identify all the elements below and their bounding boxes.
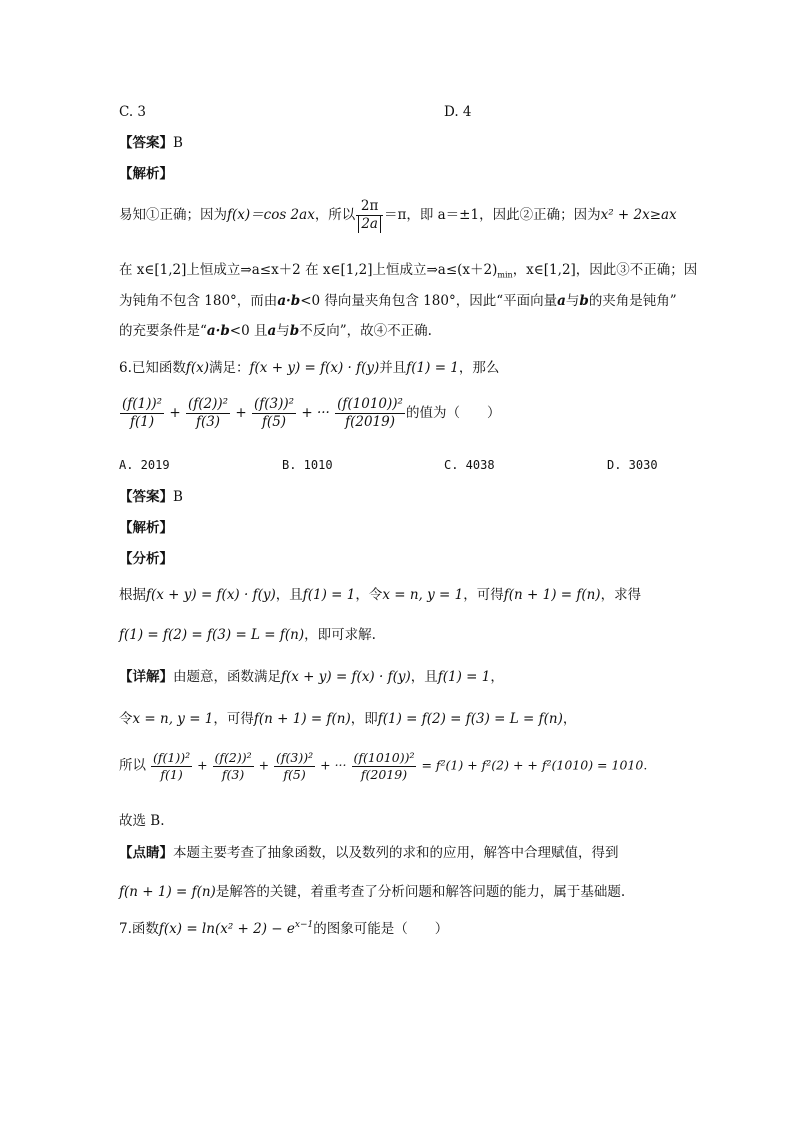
formula: f(x + y) = f(x) · f(y): [281, 669, 411, 685]
text: ，所以: [314, 206, 356, 223]
formula: f(1) = f(2) = f(3) = L = f(n): [377, 711, 563, 727]
answer-tag: 【答案】: [119, 135, 173, 151]
formula: f(1) = 1: [302, 587, 356, 603]
formula: x² + 2x≥ax: [600, 206, 677, 223]
analysis-tag: 【解析】: [119, 520, 173, 536]
fraction: [352, 750, 417, 782]
numerator: (f(1010))²: [353, 750, 415, 765]
text: ，且: [410, 669, 438, 685]
text: ，即 a＝±1，因此②正确；因为: [406, 206, 601, 223]
text: 是解答的关键，着重考查了分析问题和解答问题的能力，属于基础题.: [215, 884, 626, 900]
fraction: [151, 750, 192, 782]
ellipsis: + ···: [320, 757, 347, 773]
subscript: min: [497, 270, 513, 280]
dianjing-tag: 【点睛】: [119, 845, 173, 861]
numerator: (f(3))²: [276, 750, 314, 765]
xiangjie-line-3: 所以 $\frac{\text{(f(1))²}}{f(1)}$ + $\frac{\text{(f(2))²}}{f(3)}$ + $\frac{\text{(f(3))²}}{f(5)}$ + ··· $\frac{\text{(f(1010))²}}{f(2019)}$ = f²(1) + f²(2) + + f²(1010) = 1010.: [119, 750, 648, 782]
denominator: f(2019): [360, 766, 408, 782]
text: 与: [565, 293, 580, 309]
text: ，: [490, 669, 504, 685]
option-a: A. 2019: [119, 458, 170, 472]
text: 的夹角是钝角”: [588, 293, 677, 309]
formula: f(1) = 1: [406, 360, 459, 376]
numerator: (f(1))²: [122, 396, 163, 412]
text: 根据: [119, 587, 146, 603]
formula: f(x + y) = f(x) · f(y): [146, 587, 276, 603]
answer-value: B: [173, 489, 183, 505]
formula: f(x + y) = f(x) · f(y): [249, 360, 380, 376]
ellipsis: + ···: [301, 404, 330, 421]
text: 6.已知函数: [119, 360, 186, 376]
text: ，即可求解.: [304, 627, 376, 643]
conclusion: 故选 B.: [119, 813, 165, 829]
text: 由题意，函数满足: [173, 669, 281, 685]
denominator: f(2019): [345, 413, 395, 430]
text: 与: [276, 323, 290, 339]
analysis-line-4: [119, 323, 432, 339]
text: ，可得: [213, 711, 254, 727]
denominator: f(3): [195, 413, 221, 430]
vector-b: b: [289, 323, 300, 339]
analysis-line-1: [119, 198, 677, 233]
formula: f(1) = f(2) = f(3) = L = f(n): [119, 627, 305, 643]
question-6-sum: $\frac{\text{(f(1))²}}{f(1)}$ + $\frac{\text{(f(2))²}}{f(3)}$ + $\frac{\text{(f(3))²}}{f(5)}$ + ··· $\frac{\text{(f(1010))²}}{f(2019)}$ 的值为（ ）: [122, 396, 501, 430]
text: 不反向”，故④不正确.: [299, 323, 432, 339]
text: 所以: [119, 757, 146, 774]
fenxi-line-1: [119, 587, 641, 603]
abs-value: 2a: [358, 216, 381, 233]
denominator: f(3): [221, 766, 245, 782]
vector-a: a: [267, 323, 277, 339]
denominator: f(1): [160, 766, 183, 782]
text: 的充要条件是“: [119, 323, 207, 339]
fraction: [252, 396, 296, 431]
numerator: (f(1))²: [152, 750, 191, 765]
formula: f(x)＝cos 2ax: [227, 206, 315, 223]
option-d: D. 3030: [607, 458, 658, 472]
text: 7.函数: [119, 921, 159, 937]
xiangjie-line-1: [119, 669, 504, 685]
text: ，且: [275, 587, 303, 603]
text: ，: [562, 711, 577, 727]
text: <0 且: [229, 323, 268, 339]
analysis-line-2: [119, 262, 697, 280]
vector-a: a: [557, 293, 566, 309]
xiangjie-tag: 【详解】: [119, 669, 173, 685]
option-c: C. 3: [119, 104, 147, 120]
fraction: [356, 198, 383, 233]
answer-value: B: [173, 135, 183, 151]
formula: x = n, y = 1: [382, 587, 464, 603]
analysis-line-3: [119, 293, 677, 309]
analysis-tag: 【解析】: [119, 166, 173, 182]
numerator: (f(2))²: [214, 750, 252, 765]
exponent: x−1: [294, 920, 314, 930]
option-b: B. 1010: [282, 458, 333, 472]
numerator: 2π: [356, 198, 383, 216]
answer-line: [119, 489, 183, 505]
text: ，即: [350, 711, 378, 727]
denominator: f(5): [283, 766, 306, 782]
denominator: f(5): [261, 413, 287, 430]
numerator: (f(3))²: [253, 396, 295, 412]
text: <0 得向量夹角包含 180°，因此“平面向量: [300, 293, 558, 309]
formula: f(1) = 1: [437, 669, 491, 685]
text: 为钝角不包含 180°，而由: [119, 293, 278, 309]
fraction: [335, 396, 405, 431]
text: 满足：: [209, 360, 250, 376]
denominator: f(1): [129, 413, 155, 430]
formula: f(n + 1) = f(n): [503, 587, 601, 603]
text: 令: [119, 711, 133, 727]
formula: f(x) = ln(x² + 2) − e: [158, 921, 295, 937]
answer-line: [119, 135, 183, 151]
answer-tag: 【答案】: [119, 489, 173, 505]
xiangjie-line-2: [119, 711, 576, 727]
formula: f(n + 1) = f(n): [119, 884, 216, 900]
dianjing-line-2: [119, 884, 625, 900]
formula: f(x): [185, 360, 210, 376]
text: 的值为（ ）: [405, 404, 501, 421]
question-6-stem: [119, 360, 499, 376]
fraction: [213, 750, 254, 782]
text: ，求得: [600, 587, 642, 603]
text: 的图象可能是（ ）: [313, 921, 449, 937]
text: 并且: [379, 360, 407, 376]
text: ，可得: [463, 587, 504, 603]
text: .: [643, 757, 648, 773]
fenxi-line-2: [119, 627, 376, 643]
text: 在 x∈[1,2]上恒成立⇒a≤x＋2 在 x∈[1,2]上恒成立⇒a≤(x＋2): [119, 262, 498, 278]
question-7-stem: [119, 920, 448, 937]
text: ＝π: [383, 206, 407, 223]
formula: = f²(1) + f²(2) + + f²(1010) = 1010: [421, 757, 644, 773]
formula: f(n + 1) = f(n): [253, 711, 351, 727]
text: ，那么: [458, 360, 500, 376]
option-c: C. 4038: [444, 458, 495, 472]
text: 易知①正确；因为: [119, 206, 227, 223]
option-d: D. 4: [444, 104, 472, 120]
fraction: [274, 750, 315, 782]
fraction: [186, 396, 230, 431]
text: 本题主要考查了抽象函数，以及数列的求和的应用，解答中合理赋值，得到: [173, 845, 619, 861]
fenxi-tag: 【分析】: [119, 551, 173, 567]
vector-b: b: [579, 293, 589, 309]
formula: x = n, y = 1: [132, 711, 214, 727]
dianjing-line-1: [119, 845, 619, 861]
vector-product: a·b: [277, 293, 301, 309]
fraction: [120, 396, 164, 431]
denominator: [356, 216, 383, 233]
text: ，令: [355, 587, 383, 603]
numerator: (f(2))²: [187, 396, 229, 412]
text: ，x∈[1,2]，因此③不正确；因: [512, 262, 698, 278]
vector-product: a·b: [206, 323, 230, 339]
numerator: (f(1010))²: [337, 396, 403, 412]
